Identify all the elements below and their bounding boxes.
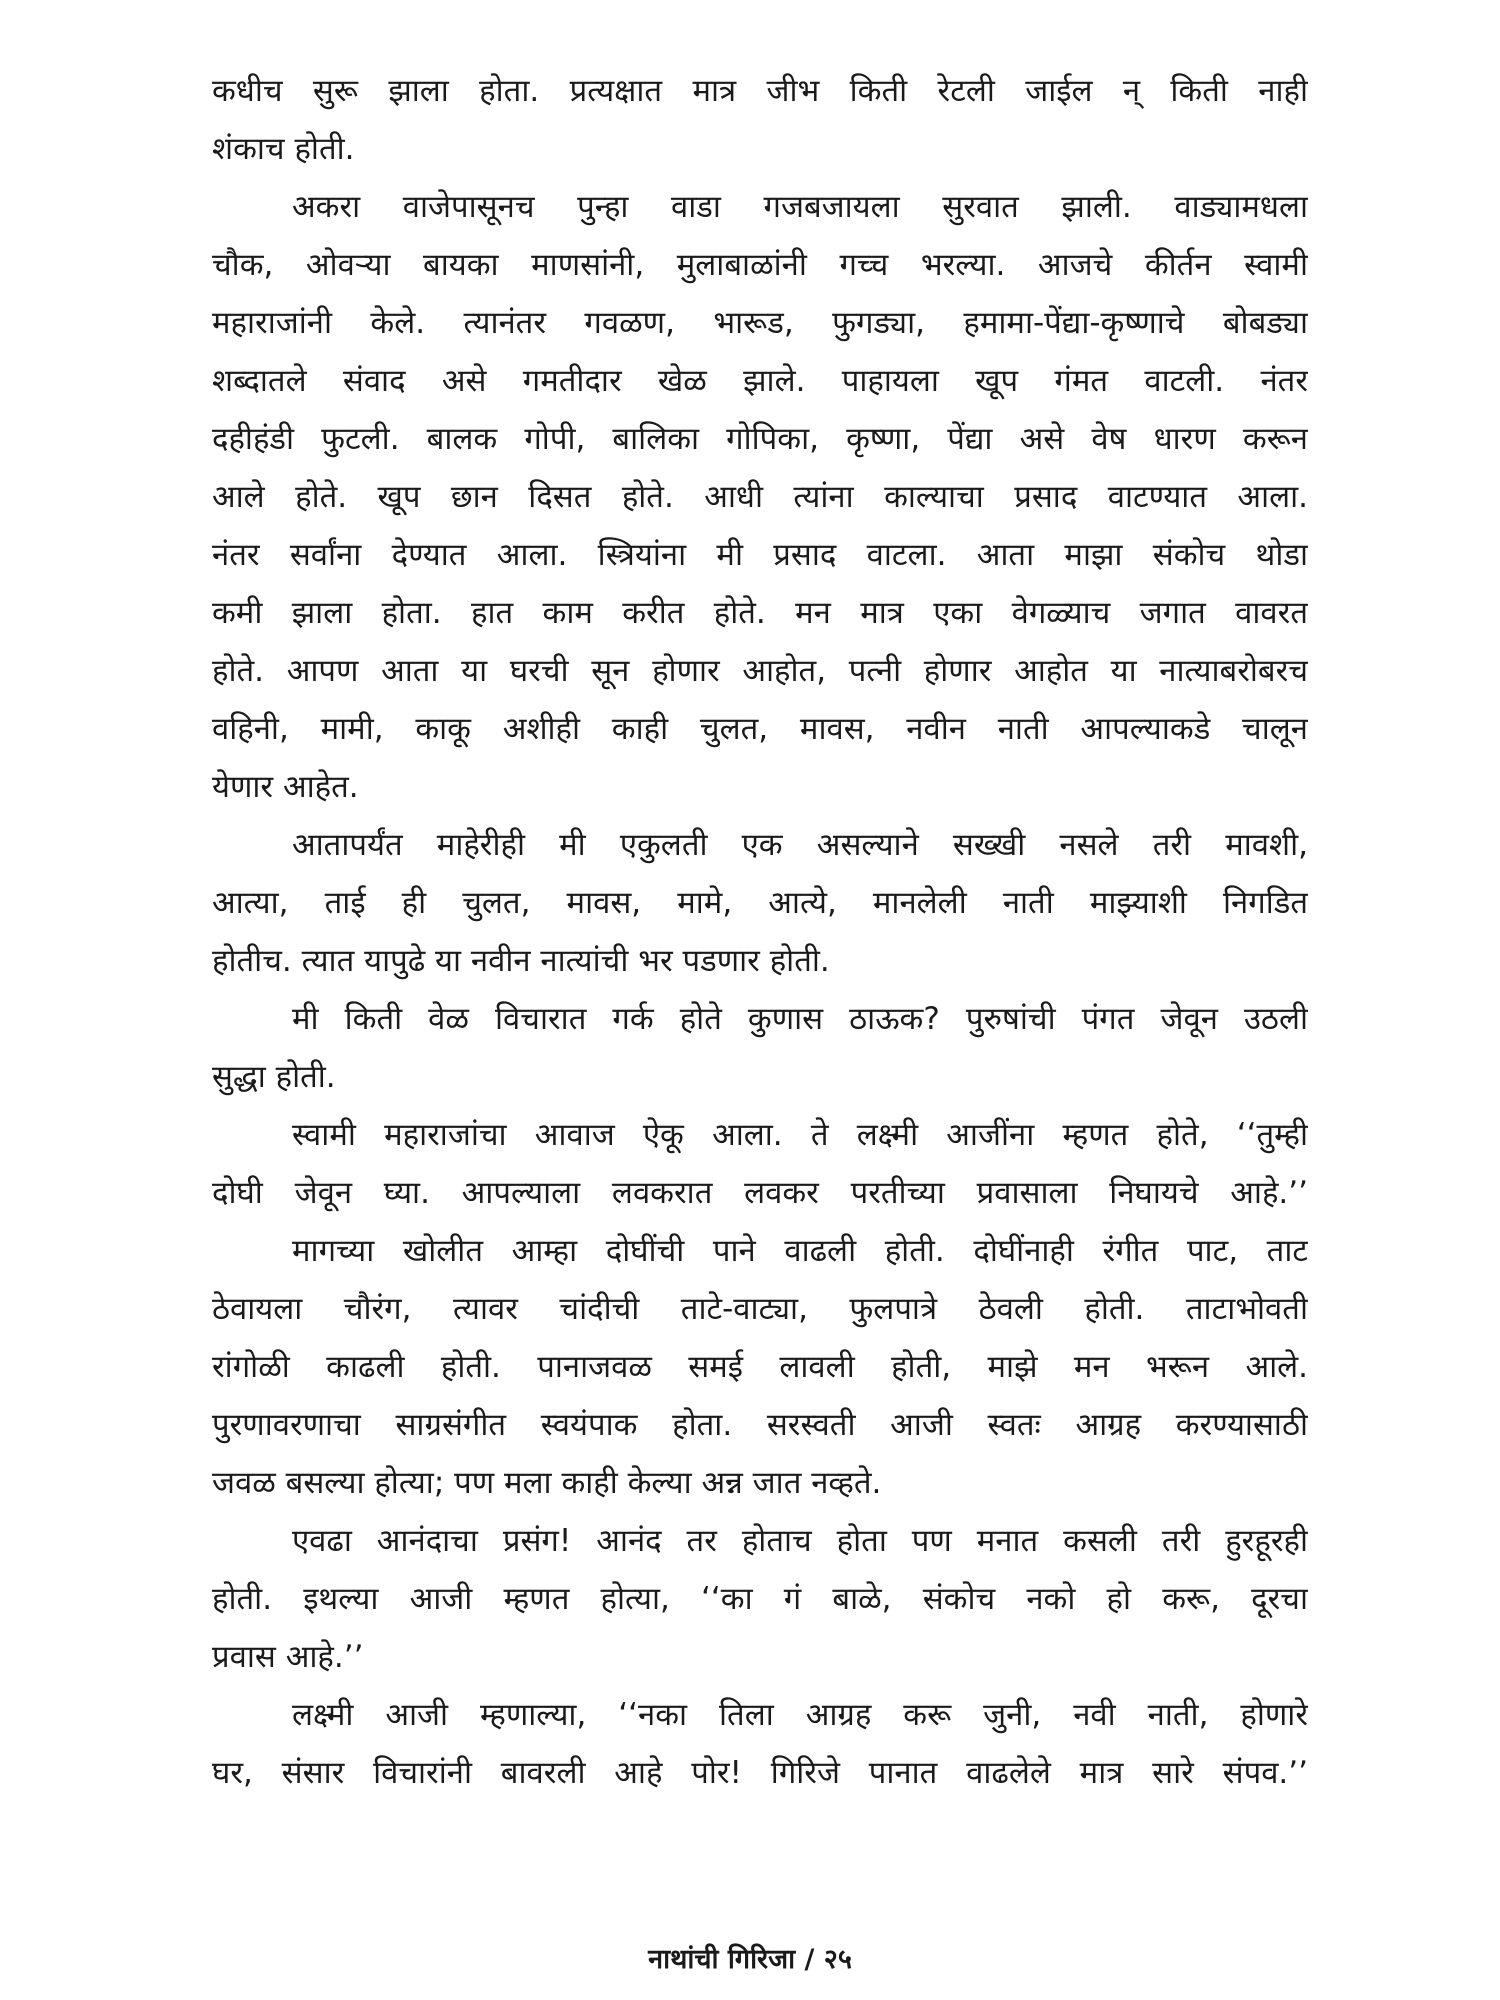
text-line: कधीच सुरू झाला होता. प्रत्यक्षात मात्र जीभ किती रेटली जाईल न् किती नाही <box>212 73 1308 109</box>
text-line: कमी झाला होता. हात काम करीत होते. मन मात्र एका वेगळ्याच जगात वावरत <box>212 595 1308 631</box>
text-line: चौक, ओवऱ्या बायका माणसांनी, मुलाबाळांनी गच्च भरल्या. आजचे कीर्तन स्वामी <box>212 247 1308 283</box>
text-line: आले होते. खूप छान दिसत होते. आधी त्यांना काल्याचा प्रसाद वाटण्यात आला. <box>212 479 1308 515</box>
text-line: रांगोळी काढली होती. पानाजवळ समई लावली होती, माझे मन भरून आले. <box>212 1349 1308 1385</box>
text-line: दोघी जेवून घ्या. आपल्याला लवकरात लवकर परतीच्या प्रवासाला निघायचे आहे.’’ <box>212 1175 1308 1211</box>
text-line: सुद्धा होती. <box>212 1059 336 1095</box>
text-line: अकरा वाजेपासूनच पुन्हा वाडा गजबजायला सुरवात झाली. वाड्यामधला <box>292 189 1308 225</box>
text-line: जवळ बसल्या होत्या; पण मला काही केल्या अन्न जात नव्हते. <box>212 1465 882 1501</box>
text-line: एवढा आनंदाचा प्रसंग! आनंद तर होताच होता पण मनात कसली तरी हुरहूरही <box>292 1523 1308 1559</box>
text-line: शब्दातले संवाद असे गमतीदार खेळ झाले. पाहायला खूप गंमत वाटली. नंतर <box>212 363 1308 399</box>
text-line: पुरणावरणाचा साग्रसंगीत स्वयंपाक होता. सरस्वती आजी स्वतः आग्रह करण्यासाठी <box>212 1407 1308 1443</box>
body-text <box>212 62 1308 1802</box>
text-line: लक्ष्मी आजी म्हणाल्या, ‘‘नका तिला आग्रह करू जुनी, नवी नाती, होणारे <box>292 1697 1308 1733</box>
page-footer: नाथांची गिरिजा / २५ <box>648 1944 852 1975</box>
text-line: वहिनी, मामी, काकू अशीही काही चुलत, मावस, नवीन नाती आपल्याकडे चालून <box>212 711 1308 747</box>
text-line: घर, संसार विचारांनी बावरली आहे पोर! गिरिजे पानात वाढलेले मात्र सारे संपव.’’ <box>212 1755 1308 1791</box>
text-line: ठेवायला चौरंग, त्यावर चांदीची ताटे-वाट्या, फुलपात्रे ठेवली होती. ताटाभोवती <box>212 1291 1308 1327</box>
text-line: महाराजांनी केले. त्यानंतर गवळण, भारूड, फुगड्या, हमामा-पेंद्या-कृष्णाचे बोबड्या <box>212 305 1308 341</box>
text-line: होते. आपण आता या घरची सून होणार आहोत, पत्नी होणार आहोत या नात्याबरोबरच <box>212 653 1308 689</box>
text-line: मी किती वेळ विचारात गर्क होते कुणास ठाऊक? पुरुषांची पंगत जेवून उठली <box>292 1001 1308 1037</box>
text-line: होतीच. त्यात यापुढे या नवीन नात्यांची भर पडणार होती. <box>212 943 830 979</box>
text-line: स्वामी महाराजांचा आवाज ऐकू आला. ते लक्ष्मी आजींना म्हणत होते, ‘‘तुम्ही <box>292 1117 1308 1153</box>
text-line: प्रवास आहे.’’ <box>212 1639 364 1675</box>
text-line: आतापर्यंत माहेरीही मी एकुलती एक असल्याने सख्खी नसले तरी मावशी, <box>292 827 1308 863</box>
text-line: दहीहंडी फुटली. बालक गोपी, बालिका गोपिका, कृष्णा, पेंद्या असे वेष धारण करून <box>212 421 1308 457</box>
text-line: मागच्या खोलीत आम्हा दोघींची पाने वाढली होती. दोघींनाही रंगीत पाट, ताट <box>292 1233 1308 1269</box>
text-line: शंकाच होती. <box>212 131 355 167</box>
text-line: होती. इथल्या आजी म्हणत होत्या, ‘‘का गं बाळे, संकोच नको हो करू, दूरचा <box>212 1581 1308 1617</box>
text-line: येणार आहेत. <box>212 769 359 805</box>
text-line: आत्या, ताई ही चुलत, मावस, मामे, आत्ये, मानलेली नाती माझ्याशी निगडित <box>212 885 1308 921</box>
text-line: नंतर सर्वांना देण्यात आला. स्त्रियांना मी प्रसाद वाटला. आता माझा संकोच थोडा <box>212 537 1308 573</box>
